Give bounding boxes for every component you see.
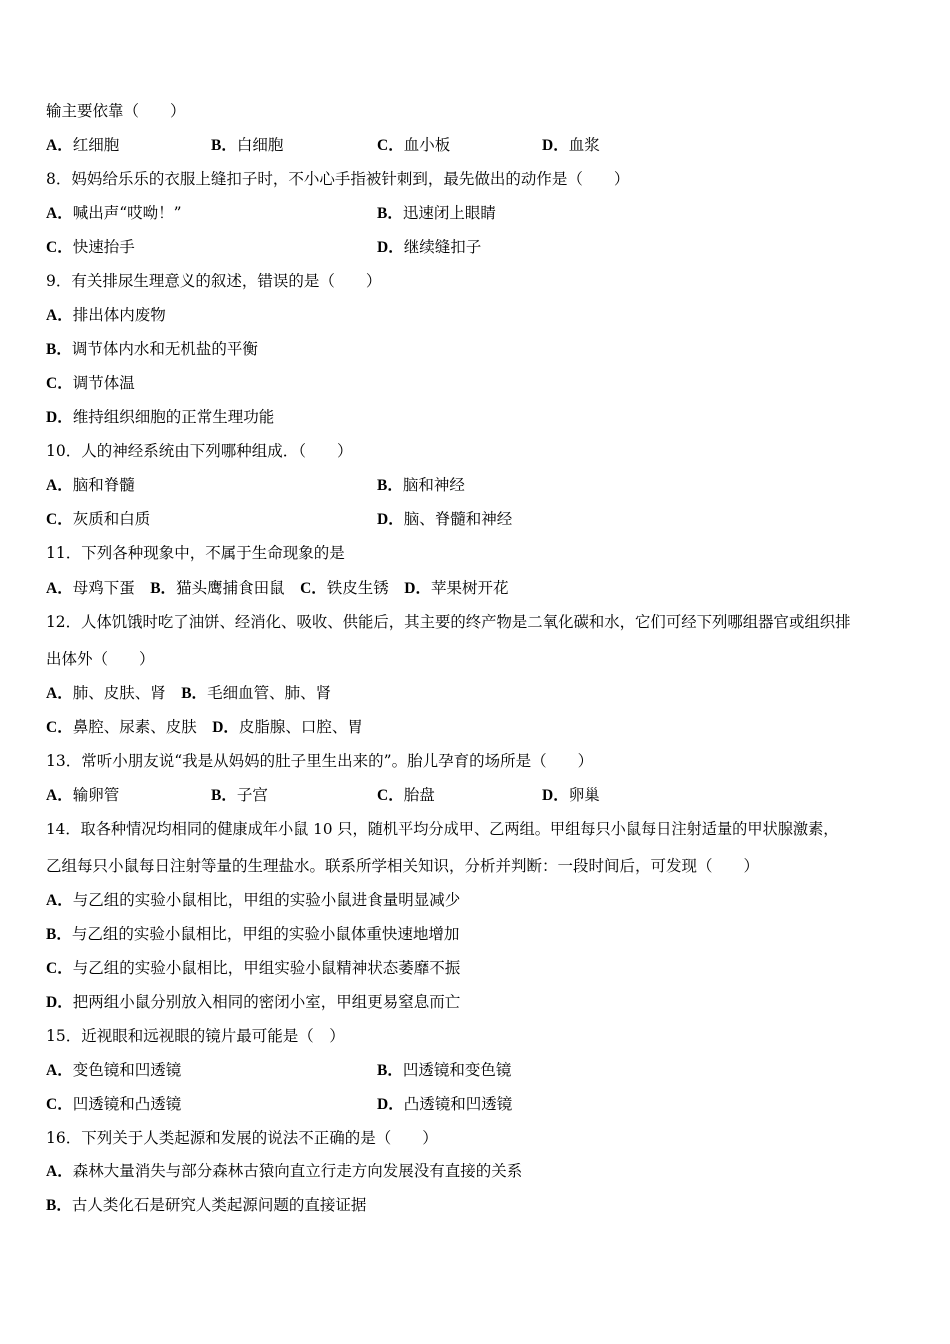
option-b[interactable]: B．迅速闭上眼睛 bbox=[377, 204, 496, 222]
option-a[interactable]: A．母鸡下蛋 bbox=[46, 579, 135, 597]
question-12-options-row-1 bbox=[46, 683, 331, 703]
option-a[interactable]: A．脑和脊髓 bbox=[46, 476, 135, 494]
option-c[interactable]: C．凹透镜和凸透镜 bbox=[46, 1095, 182, 1113]
option-d[interactable]: D．卵巢 bbox=[542, 786, 600, 804]
question-11-stem: 11．下列各种现象中，不属于生命现象的是 bbox=[46, 544, 345, 562]
question-10-stem: 10．人的神经系统由下列哪种组成．（ ） bbox=[46, 442, 353, 460]
question-12-stem-line-1: 12．人体饥饿时吃了油饼、经消化、吸收、供能后，其主要的终产物是二氧化碳和水，它们可经下列哪组器官或组织排 bbox=[46, 613, 851, 631]
option-c[interactable]: C．灰质和白质 bbox=[46, 510, 151, 528]
question-12-stem-line-2: 出体外（ ） bbox=[46, 650, 155, 668]
option-a[interactable]: A．与乙组的实验小鼠相比，甲组的实验小鼠进食量明显减少 bbox=[46, 891, 461, 909]
option-d[interactable]: D．血浆 bbox=[542, 136, 600, 154]
question-7-stem-tail: 输主要依靠（ ） bbox=[46, 102, 186, 120]
option-b[interactable]: B．子宫 bbox=[211, 786, 268, 804]
option-c[interactable]: C．血小板 bbox=[377, 136, 451, 154]
question-13-stem: 13．常听小朋友说“我是从妈妈的肚子里生出来的”。胎儿孕育的场所是（ ） bbox=[46, 752, 594, 770]
question-10-options-row-2 bbox=[46, 509, 906, 529]
option-d[interactable]: D．脑、脊髓和神经 bbox=[377, 510, 513, 528]
option-c[interactable]: C．与乙组的实验小鼠相比，甲组实验小鼠精神状态萎靡不振 bbox=[46, 959, 461, 977]
option-b[interactable]: B．脑和神经 bbox=[377, 476, 465, 494]
option-c[interactable]: C．调节体温 bbox=[46, 374, 135, 392]
option-b[interactable]: B．凹透镜和变色镜 bbox=[377, 1061, 512, 1079]
question-9-stem: 9．有关排尿生理意义的叙述，错误的是（ ） bbox=[46, 272, 382, 290]
option-b[interactable]: B．调节体内水和无机盐的平衡 bbox=[46, 340, 258, 358]
option-d[interactable]: D．皮脂腺、口腔、胃 bbox=[212, 718, 363, 736]
question-14-stem-line-1: 14．取各种情况均相同的健康成年小鼠 10 只，随机平均分成甲、乙两组。甲组每只小鼠每日注射适量的甲状腺激素， bbox=[46, 820, 839, 838]
option-a[interactable]: A．肺、皮肤、肾 bbox=[46, 684, 166, 702]
option-c[interactable]: C．快速抬手 bbox=[46, 238, 135, 256]
option-d[interactable]: D．凸透镜和凹透镜 bbox=[377, 1095, 513, 1113]
option-b[interactable]: B．白细胞 bbox=[211, 136, 284, 154]
option-d[interactable]: D．维持组织细胞的正常生理功能 bbox=[46, 408, 275, 426]
question-15-stem: 15．近视眼和远视眼的镜片最可能是（ ） bbox=[46, 1027, 345, 1045]
question-8-options-row-2 bbox=[46, 237, 906, 257]
option-d[interactable]: D．把两组小鼠分别放入相同的密闭小室，甲组更易窒息而亡 bbox=[46, 993, 461, 1011]
question-10-options-row-1 bbox=[46, 475, 906, 495]
option-a[interactable]: A．排出体内废物 bbox=[46, 306, 166, 324]
option-a[interactable]: A．森林大量消失与部分森林古猿向直立行走方向发展没有直接的关系 bbox=[46, 1162, 523, 1180]
option-a[interactable]: A．喊出声“哎呦！” bbox=[46, 204, 182, 222]
question-11-options bbox=[46, 578, 509, 598]
question-8-options-row-1 bbox=[46, 203, 906, 223]
question-16-stem: 16．下列关于人类起源和发展的说法不正确的是（ ） bbox=[46, 1129, 438, 1147]
option-d[interactable]: D．继续缝扣子 bbox=[377, 238, 482, 256]
option-c[interactable]: C．鼻腔、尿素、皮肤 bbox=[46, 718, 197, 736]
option-a[interactable]: A．输卵管 bbox=[46, 786, 120, 804]
question-15-options-row-2 bbox=[46, 1094, 906, 1114]
option-b[interactable]: B．古人类化石是研究人类起源问题的直接证据 bbox=[46, 1196, 367, 1214]
question-8-stem: 8．妈妈给乐乐的衣服上缝扣子时，不小心手指被针刺到，最先做出的动作是（ ） bbox=[46, 170, 630, 188]
option-b[interactable]: B．与乙组的实验小鼠相比，甲组的实验小鼠体重快速地增加 bbox=[46, 925, 460, 943]
option-c[interactable]: C．铁皮生锈 bbox=[300, 579, 389, 597]
option-b[interactable]: B．毛细血管、肺、肾 bbox=[181, 684, 332, 702]
option-c[interactable]: C．胎盘 bbox=[377, 786, 435, 804]
question-15-options-row-1 bbox=[46, 1060, 906, 1080]
question-13-options bbox=[46, 785, 906, 805]
question-12-options-row-2 bbox=[46, 717, 363, 737]
option-a[interactable]: A．红细胞 bbox=[46, 136, 120, 154]
option-a[interactable]: A．变色镜和凹透镜 bbox=[46, 1061, 182, 1079]
option-b[interactable]: B．猫头鹰捕食田鼠 bbox=[150, 579, 285, 597]
option-d[interactable]: D．苹果树开花 bbox=[404, 579, 509, 597]
question-7-options bbox=[46, 135, 906, 155]
question-14-stem-line-2: 乙组每只小鼠每日注射等量的生理盐水。联系所学相关知识，分析并判断：一段时间后，可发现（ ） bbox=[46, 857, 760, 875]
